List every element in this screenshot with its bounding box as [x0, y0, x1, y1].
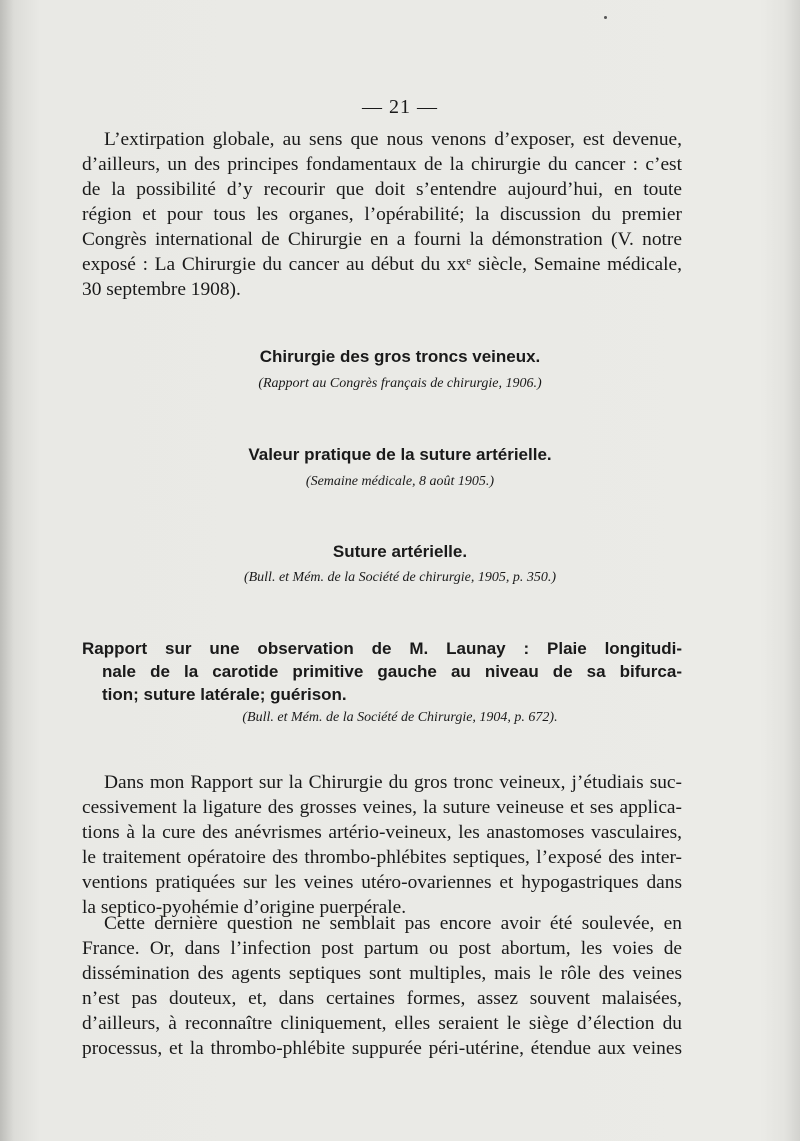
page-number: — 21 — — [362, 96, 438, 118]
text-line: tions à la cure des anévrismes artério-veineux, les anastomoses vasculaires, — [82, 822, 682, 843]
text-line: cessivement la ligature des grosses veines, la suture veineuse et ses applica- — [82, 797, 682, 818]
section-title: Valeur pratique de la suture artérielle. — [248, 445, 552, 464]
rapport-title — [82, 637, 682, 706]
print-speck — [604, 16, 607, 19]
text-line: le traitement opératoire des thrombo-phlébites septiques, l’exposé des inter- — [82, 847, 682, 868]
text-line: dissémination des agents septiques sont multiples, mais le rôle des veines — [82, 963, 682, 984]
text-line: région et pour tous les organes, l’opérabilité; la discussion du premier — [82, 204, 682, 225]
text-line: Dans mon Rapport sur la Chirurgie du gros tronc veineux, j’étudiais suc- — [104, 772, 682, 793]
rapport-title-line: nale de la carotide primitive gauche au niveau de sa bifurca- — [102, 662, 682, 681]
section-title: Suture artérielle. — [332, 542, 468, 561]
text-line: 30 septembre 1908). — [82, 279, 241, 300]
rapport-reference: (Bull. et Mém. de la Société de Chirurgie, 1904, p. 672). — [242, 710, 558, 725]
section-reference: (Bull. et Mém. de la Société de chirurgie, 1905, p. 350.) — [243, 570, 557, 585]
rapport-title-line: tion; suture latérale; guérison. — [102, 685, 347, 704]
text-line: L’extirpation globale, au sens que nous venons d’exposer, est devenue, — [104, 129, 682, 150]
text-line: la septico-pyohémie d’origine puerpérale. — [82, 897, 407, 918]
text-line: Cette dernière question ne semblait pas encore avoir été soulevée, en — [104, 913, 682, 934]
text-line: processus, et la thrombo-phlébite suppurée péri-utérine, étendue aux veines — [82, 1038, 682, 1059]
text-line: exposé : La Chirurgie du cancer au début du xxᵉ siècle, Semaine médicale, — [82, 254, 682, 275]
text-line: Congrès international de Chirurgie en a fourni la démonstration (V. notre — [82, 229, 682, 250]
section-reference: (Rapport au Congrès français de chirurgie, 1906.) — [258, 376, 542, 391]
text-line: n’est pas douteux, et, dans certaines formes, assez souvent malaisées, — [82, 988, 682, 1009]
paragraph-rapport — [82, 770, 682, 920]
text-line: ventions pratiquées sur les veines utéro-ovariennes et hypogastriques dans — [82, 872, 682, 893]
paragraph-infection — [82, 911, 682, 1061]
section-title: Chirurgie des gros troncs veineux. — [259, 347, 541, 366]
rapport-title-line: Rapport sur une observation de M. Launay : Plaie longitudi- — [82, 639, 682, 658]
section-reference: (Semaine médicale, 8 août 1905.) — [305, 474, 495, 489]
text-line: d’ailleurs, à reconnaître cliniquement, elles seraient le siège d’élection du — [82, 1013, 682, 1034]
text-line: de la possibilité d’y recourir que doit s’entendre aujourd’hui, en toute — [82, 179, 682, 200]
text-line: France. Or, dans l’infection post partum ou post abortum, les voies de — [82, 938, 682, 959]
text-line: d’ailleurs, un des principes fondamentaux de la chirurgie du cancer : c’est — [82, 154, 682, 175]
paragraph-extirpation — [82, 127, 682, 302]
